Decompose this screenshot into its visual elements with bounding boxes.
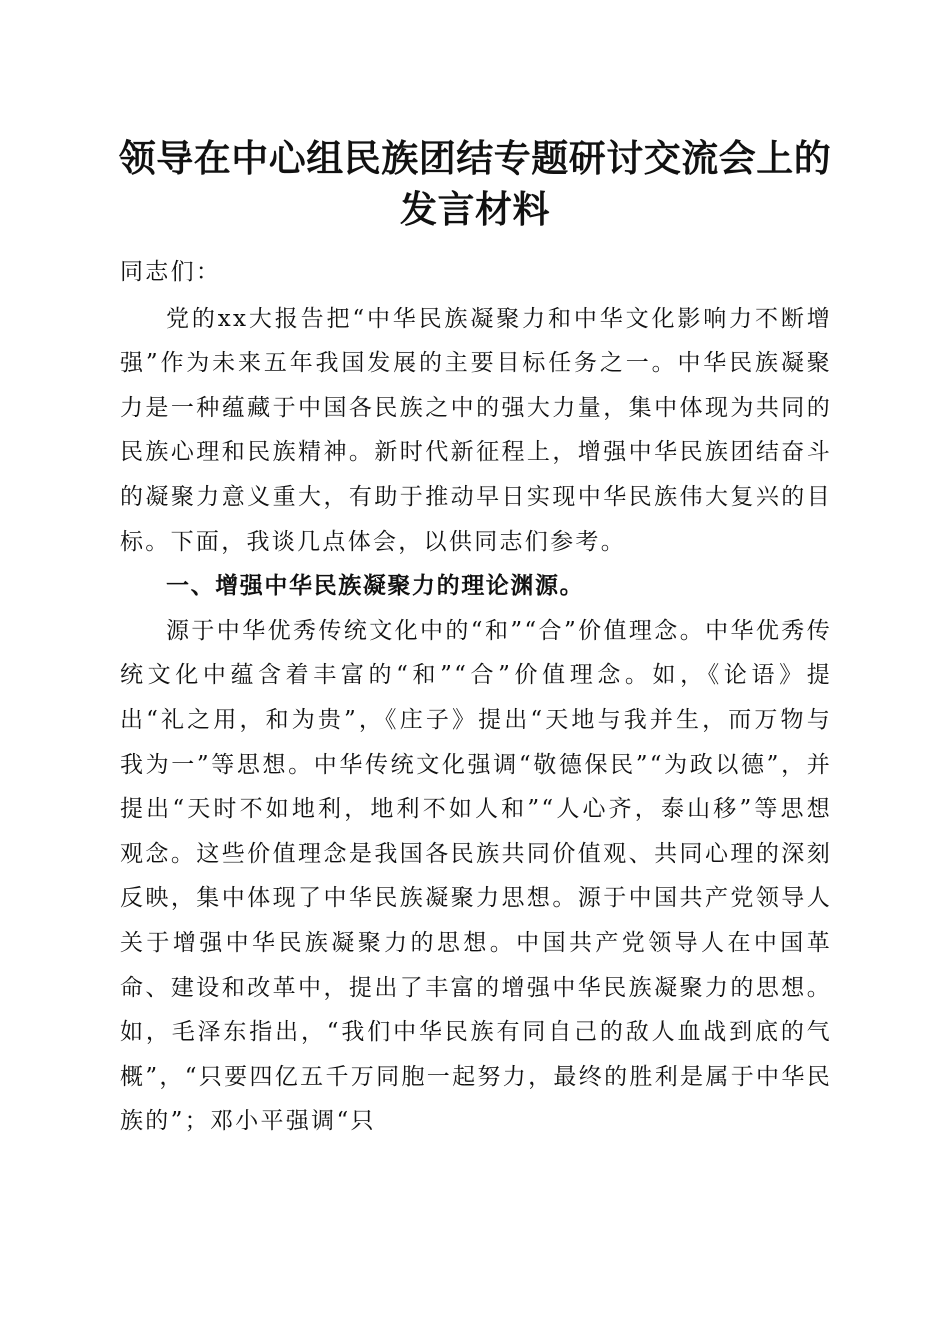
document-body [120, 250, 832, 1144]
section-paragraph: 源于中华优秀传统文化中的“和”“合”价值理念。中华优秀传统文化中蕴含着丰富的“和”“合”价值理念。如，《论语》提出“礼之用，和为贵”，《庄子》提出“天地与我并生，而万物与我为一”等思想。中华传统文化强调“敬德保民”“为政以德”，并提出“天时不如地利，地利不如人和”“人心齐，泰山移”等思想观念。这些价值理念是我国各民族共同价值观、共同心理的深刻反映，集中体现了中华民族凝聚力思想。源于中国共产党领导人关于增强中华民族凝聚力的思想。中国共产党领导人在中国革命、建设和改革中，提出了丰富的增强中华民族凝聚力的思想。如，毛泽东指出，“我们中华民族有同自己的敌人血战到底的气概”，“只要四亿五千万同胞一起努力，最终的胜利是属于中华民族的”；邓小平强调“只 [120, 617, 832, 1135]
document-title: 领导在中心组民族团结专题研讨交流会上的发言材料 [118, 136, 832, 231]
salutation: 同志们： [120, 259, 222, 285]
intro-paragraph: 党的xx大报告把“中华民族凝聚力和中华文化影响力不断增强”作为未来五年我国发展的主要目标任务之一。中华民族凝聚力是一种蕴藏于中国各民族之中的强大力量，集中体现为共同的民族心理和民族精神。新时代新征程上，增强中华民族团结奋斗的凝聚力意义重大，有助于推动早日实现中华民族伟大复兴的目标。下面，我谈几点体会，以供同志们参考。 [120, 305, 832, 555]
section-heading: 一、增强中华民族凝聚力的理论渊源。 [166, 573, 585, 600]
